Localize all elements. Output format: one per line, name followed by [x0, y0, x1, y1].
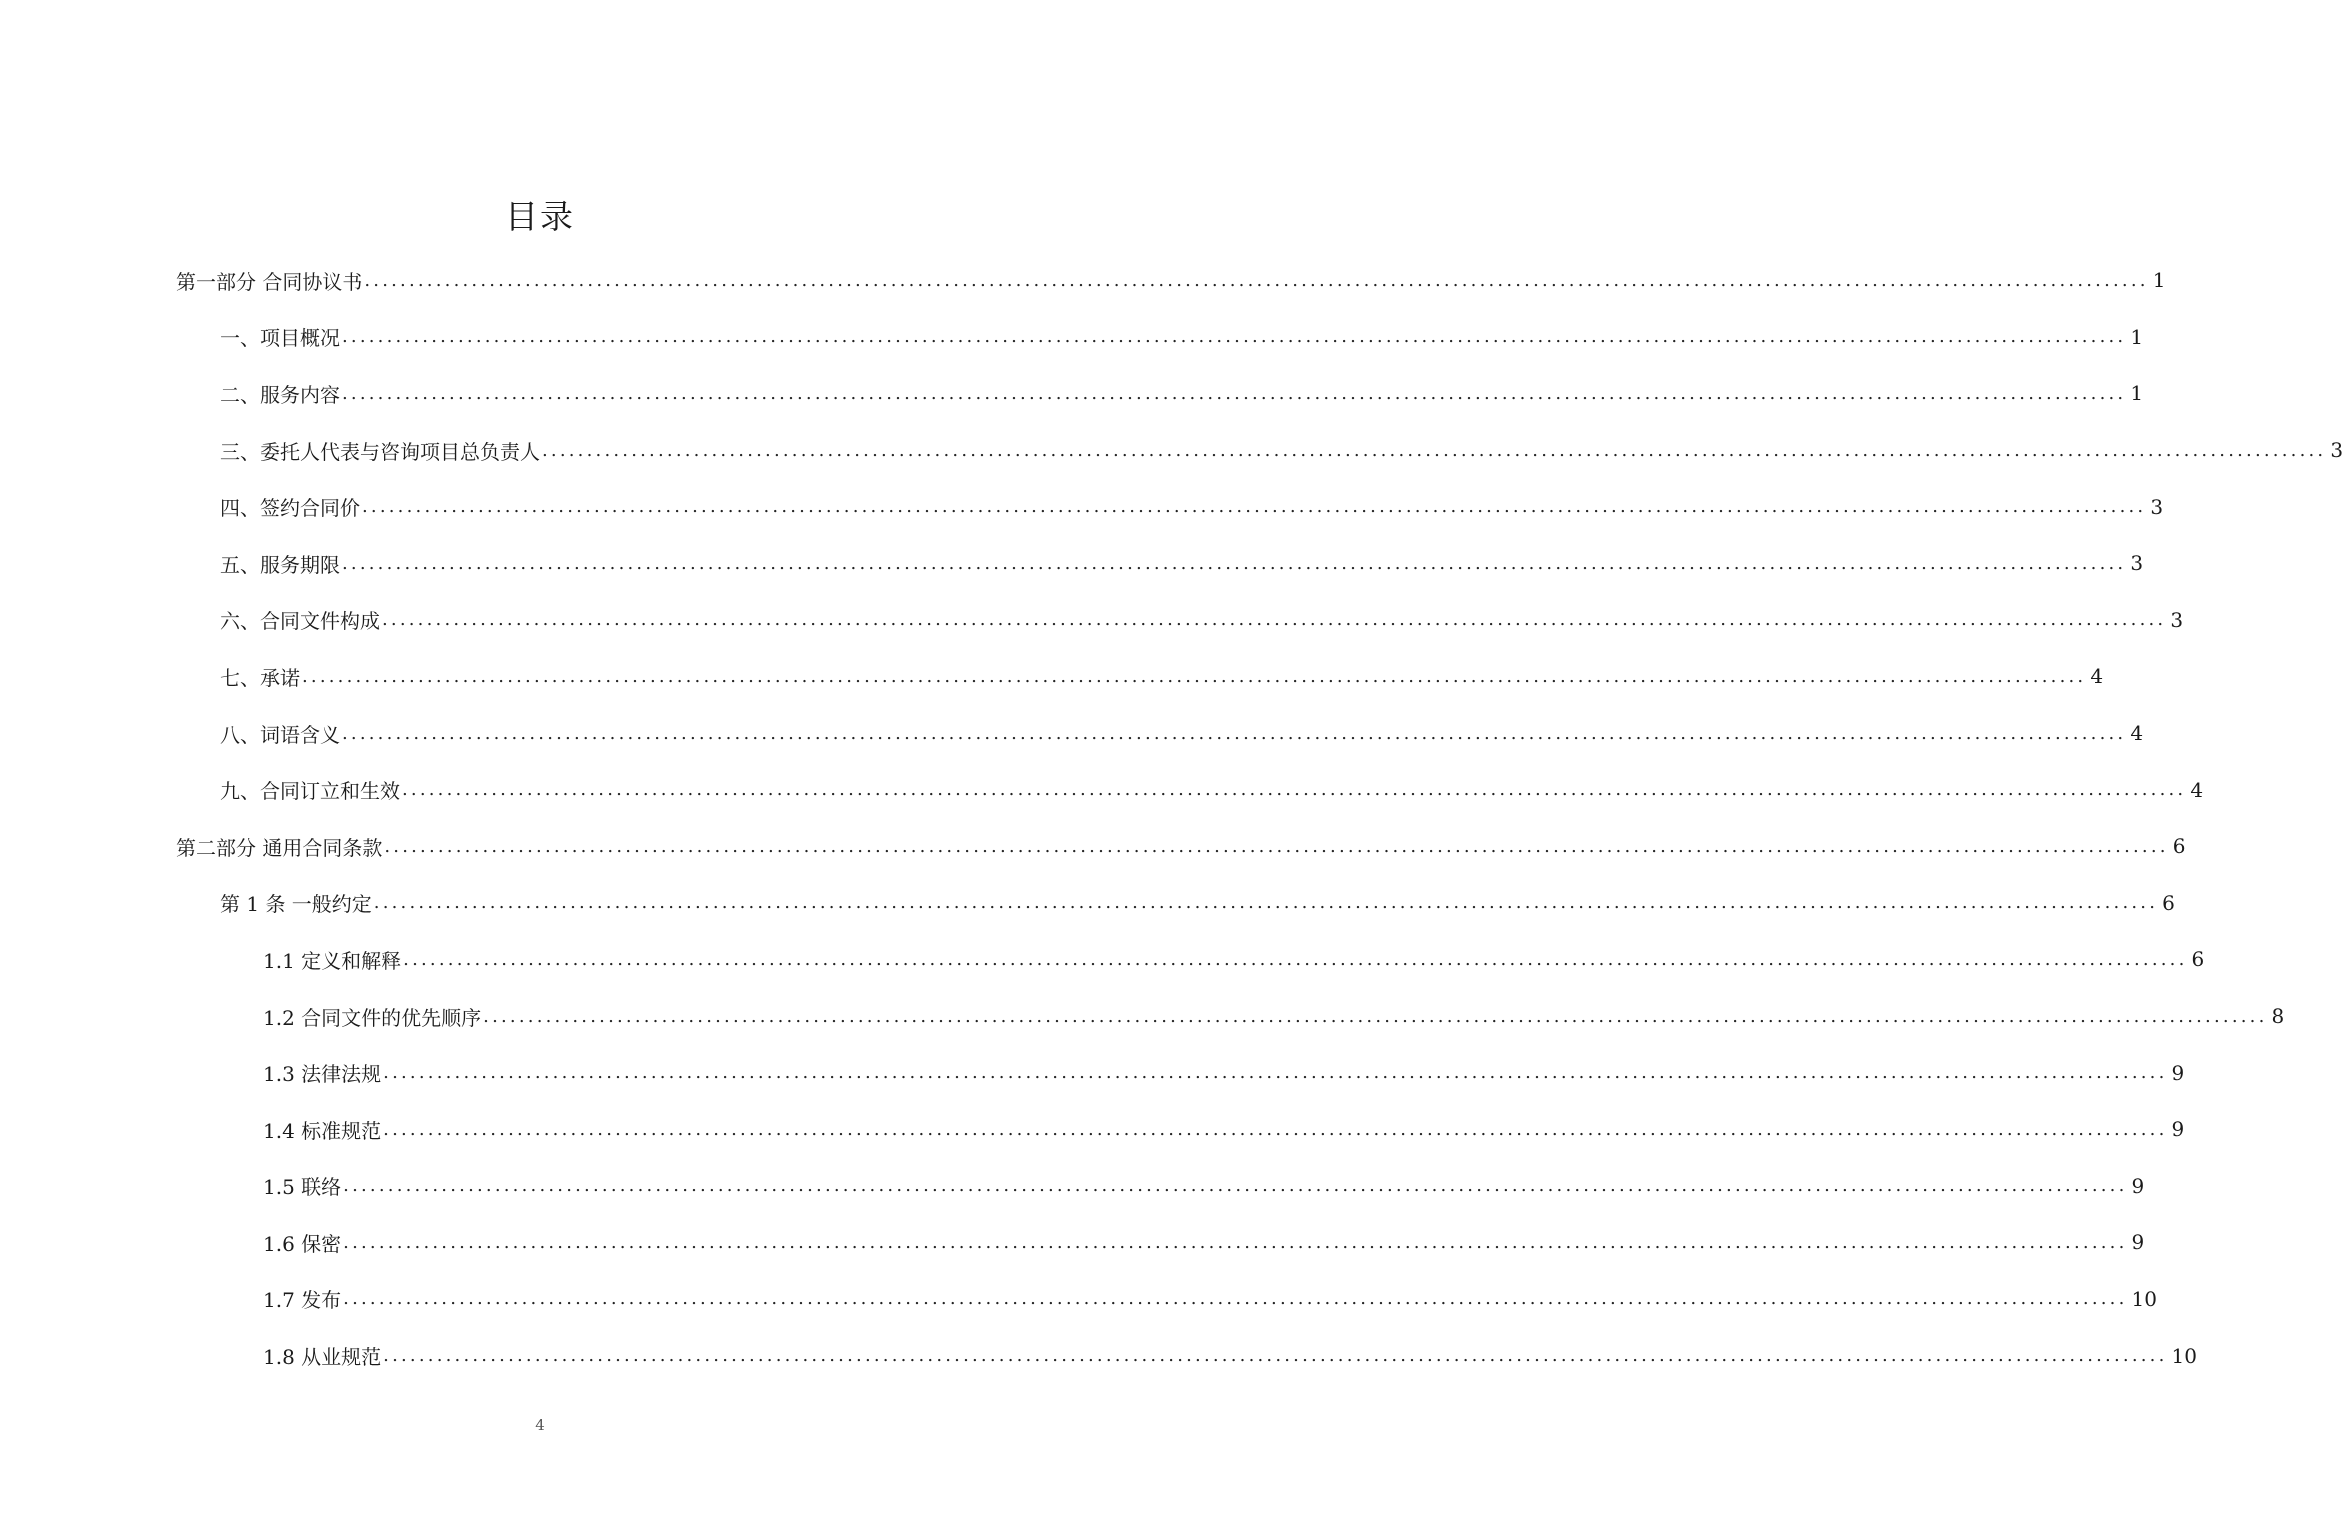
toc-dot-leader: ........................................................................................................................................................................................................: [483, 1005, 2268, 1027]
toc-entry-page: 6: [2172, 834, 2186, 859]
toc-entry[interactable]: [176, 252, 2166, 309]
toc-entry-label: 九、合同订立和生效: [220, 779, 400, 804]
toc-entry[interactable]: [176, 931, 2205, 988]
toc-entry[interactable]: [176, 592, 2184, 649]
toc-dot-leader: ........................................................................................................................................................................................................: [383, 1345, 2168, 1367]
toc-entry-label: 一、项目概况: [220, 326, 340, 351]
toc-dot-leader: ........................................................................................................................................................................................................: [542, 439, 2327, 461]
toc-entry-label: 八、词语含义: [220, 722, 340, 747]
toc-dot-leader: ........................................................................................................................................................................................................: [342, 326, 2127, 348]
toc-entry-page: 1: [2130, 324, 2144, 349]
toc-entry-page: 1: [2152, 268, 2166, 293]
table-of-contents: [176, 252, 2343, 1384]
toc-entry-label: 三、委托人代表与咨询项目总负责人: [220, 439, 540, 464]
toc-entry-page: 4: [2190, 777, 2204, 802]
toc-entry-label: 1.7 发布: [263, 1288, 342, 1313]
toc-dot-leader: ........................................................................................................................................................................................................: [342, 722, 2127, 744]
toc-entry-page: 9: [2131, 1230, 2145, 1255]
toc-entry-label: 二、服务内容: [220, 382, 340, 407]
toc-entry[interactable]: [176, 818, 2186, 875]
toc-entry-page: 3: [2170, 607, 2184, 632]
toc-entry[interactable]: [176, 761, 2204, 818]
toc-entry-label: 四、签约合同价: [220, 496, 360, 521]
toc-entry-page: 9: [2131, 1173, 2145, 1198]
toc-dot-leader: ........................................................................................................................................................................................................: [343, 1175, 2128, 1197]
toc-entry[interactable]: [176, 1101, 2185, 1158]
toc-entry[interactable]: [176, 1214, 2145, 1271]
toc-entry[interactable]: [176, 705, 2144, 762]
toc-entry[interactable]: [176, 1327, 2197, 1384]
toc-entry[interactable]: [176, 1158, 2145, 1215]
toc-dot-leader: ........................................................................................................................................................................................................: [382, 609, 2167, 631]
toc-dot-leader: ........................................................................................................................................................................................................: [364, 269, 2149, 291]
toc-entry-page: 4: [2090, 664, 2104, 689]
toc-entry-label: 七、承诺: [220, 665, 300, 690]
toc-entry-label: 1.8 从业规范: [263, 1345, 382, 1370]
toc-entry[interactable]: [176, 478, 2164, 535]
toc-entry-label: 1.2 合同文件的优先顺序: [263, 1005, 482, 1030]
toc-entry-label: 第 1 条 一般约定: [220, 892, 372, 917]
toc-dot-leader: ........................................................................................................................................................................................................: [362, 496, 2147, 518]
toc-dot-leader: ........................................................................................................................................................................................................: [343, 1231, 2128, 1253]
toc-entry-page: 6: [2191, 947, 2205, 972]
toc-entry-page: 3: [2330, 438, 2343, 463]
toc-entry-label: 1.1 定义和解释: [263, 948, 402, 973]
toc-dot-leader: ........................................................................................................................................................................................................: [302, 665, 2087, 687]
toc-entry-label: 1.4 标准规范: [263, 1118, 382, 1143]
toc-entry[interactable]: [176, 1271, 2157, 1328]
toc-entry[interactable]: [176, 535, 2144, 592]
toc-entry-page: 8: [2271, 1004, 2285, 1029]
toc-dot-leader: ........................................................................................................................................................................................................: [342, 552, 2127, 574]
toc-entry-label: 六、合同文件构成: [220, 609, 380, 634]
toc-entry-page: 4: [2130, 721, 2144, 746]
toc-dot-leader: ........................................................................................................................................................................................................: [383, 1118, 2168, 1140]
toc-entry[interactable]: [176, 648, 2104, 705]
toc-entry[interactable]: [176, 875, 2175, 932]
toc-entry-page: 6: [2162, 890, 2175, 915]
toc-entry-page: 3: [2150, 494, 2164, 519]
page-number: 4: [535, 1416, 545, 1434]
toc-entry[interactable]: [176, 988, 2285, 1045]
toc-entry-page: 10: [2171, 1343, 2197, 1368]
page-title: 目录: [505, 197, 575, 236]
toc-entry[interactable]: [176, 422, 2343, 479]
toc-dot-leader: ........................................................................................................................................................................................................: [383, 1062, 2168, 1084]
toc-entry[interactable]: [176, 309, 2144, 366]
toc-entry-page: 1: [2130, 381, 2144, 406]
toc-entry[interactable]: [176, 365, 2144, 422]
toc-entry-label: 1.3 法律法规: [263, 1062, 382, 1087]
toc-dot-leader: ........................................................................................................................................................................................................: [342, 382, 2127, 404]
toc-dot-leader: ........................................................................................................................................................................................................: [384, 835, 2169, 857]
toc-dot-leader: ........................................................................................................................................................................................................: [402, 779, 2187, 801]
toc-entry-page: 9: [2171, 1117, 2185, 1142]
toc-dot-leader: ........................................................................................................................................................................................................: [403, 948, 2188, 970]
toc-entry-label: 1.5 联络: [263, 1175, 342, 1200]
toc-entry-page: 3: [2130, 551, 2144, 576]
toc-dot-leader: ........................................................................................................................................................................................................: [343, 1288, 2128, 1310]
toc-entry[interactable]: [176, 1044, 2185, 1101]
toc-dot-leader: ........................................................................................................................................................................................................: [373, 892, 2159, 914]
toc-entry-label: 第一部分 合同协议书: [176, 269, 363, 294]
toc-entry-page: 10: [2131, 1286, 2157, 1311]
toc-entry-label: 五、服务期限: [220, 552, 340, 577]
toc-entry-page: 9: [2171, 1060, 2185, 1085]
toc-entry-label: 1.6 保密: [263, 1231, 342, 1256]
toc-entry-label: 第二部分 通用合同条款: [176, 835, 383, 860]
